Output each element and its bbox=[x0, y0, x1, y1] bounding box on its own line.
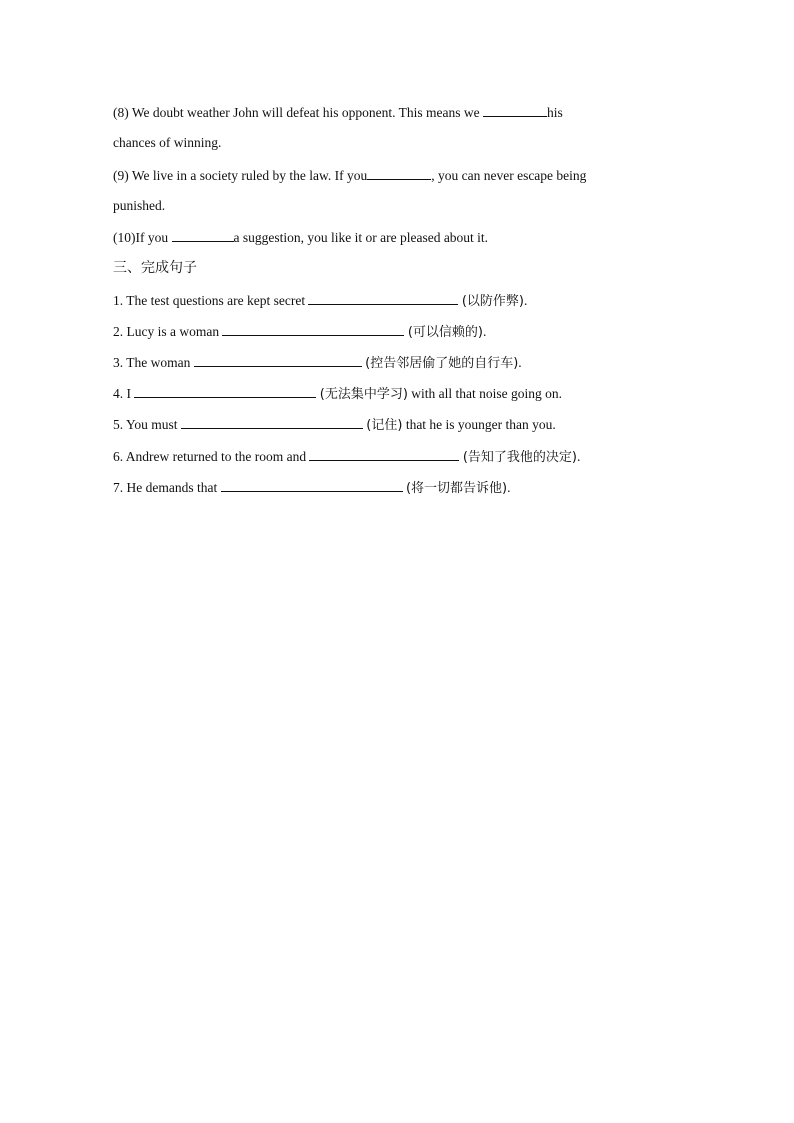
item-text: . bbox=[507, 480, 511, 495]
sentence-item-6 bbox=[113, 447, 580, 467]
answer-blank[interactable] bbox=[309, 447, 459, 461]
chinese-hint: (告知了我他的决定) bbox=[462, 450, 577, 465]
answer-blank[interactable] bbox=[308, 291, 458, 305]
answer-blank[interactable] bbox=[172, 228, 234, 242]
sentence-item-5 bbox=[113, 415, 556, 435]
item-number: (9) bbox=[113, 168, 129, 183]
exercise-item-8 bbox=[113, 103, 563, 122]
chinese-hint: (控告邻居偷了她的自行车) bbox=[365, 356, 519, 371]
sentence-item-7 bbox=[113, 478, 511, 498]
item-text: We live in a society ruled by the law. If you bbox=[128, 168, 368, 183]
item-text: 1. The test questions are kept secret bbox=[113, 293, 309, 308]
answer-blank[interactable] bbox=[134, 384, 316, 398]
sentence-item-3 bbox=[113, 353, 522, 373]
item-number: (8) bbox=[113, 105, 129, 120]
answer-blank[interactable] bbox=[194, 353, 362, 367]
item-text: . bbox=[518, 355, 522, 370]
answer-blank[interactable] bbox=[221, 478, 403, 492]
exercise-item-9 bbox=[113, 166, 586, 185]
item-text: 2. Lucy is a woman bbox=[113, 324, 223, 339]
exercise-item-8-continued bbox=[113, 134, 221, 152]
item-text: his bbox=[546, 105, 563, 120]
chinese-hint: (以防作弊) bbox=[461, 294, 524, 309]
chinese-hint: (无法集中学习) bbox=[319, 387, 408, 402]
item-text: a suggestion, you like it or are pleased about it. bbox=[233, 230, 489, 245]
sentence-item-1 bbox=[113, 291, 527, 311]
chinese-hint: (将一切都告诉他) bbox=[405, 481, 508, 496]
exercise-item-10 bbox=[113, 228, 488, 247]
item-text: We doubt weather John will defeat his opponent. This means we bbox=[128, 105, 483, 120]
answer-blank[interactable] bbox=[483, 103, 547, 117]
answer-blank[interactable] bbox=[367, 166, 431, 180]
item-text: 4. I bbox=[113, 386, 135, 401]
sentence-item-2 bbox=[113, 322, 486, 342]
item-text: 6. Andrew returned to the room and bbox=[113, 449, 310, 464]
item-text: , you can never escape being bbox=[431, 168, 587, 183]
item-text: with all that noise going on. bbox=[407, 386, 563, 401]
item-text: . bbox=[523, 293, 528, 308]
item-text: that he is younger than you. bbox=[402, 417, 556, 432]
answer-blank[interactable] bbox=[181, 415, 363, 429]
section-heading: 三、完成句子 bbox=[113, 260, 197, 276]
sentence-item-4 bbox=[113, 384, 562, 404]
item-text: . bbox=[483, 324, 487, 339]
item-text: If you bbox=[135, 230, 172, 245]
item-number: (10) bbox=[113, 230, 136, 245]
item-text: 3. The woman bbox=[113, 355, 194, 370]
item-text: chances of winning. bbox=[113, 135, 222, 150]
item-text: 7. He demands that bbox=[113, 480, 221, 495]
answer-blank[interactable] bbox=[222, 322, 404, 336]
item-text: 5. You must bbox=[113, 417, 181, 432]
item-text: punished. bbox=[113, 198, 166, 213]
exercise-item-9-continued bbox=[113, 197, 165, 215]
item-text: . bbox=[576, 449, 581, 464]
chinese-hint: (可以信赖的) bbox=[407, 325, 484, 340]
chinese-hint: (记住) bbox=[366, 418, 403, 433]
